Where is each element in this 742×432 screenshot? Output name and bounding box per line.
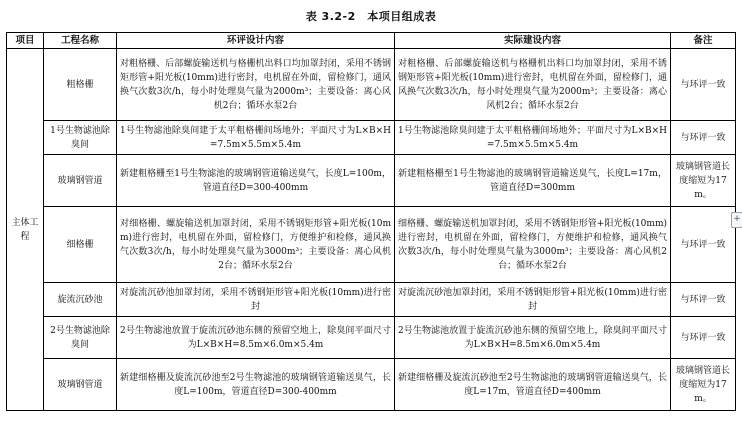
actual-content: 1号生物滤池除臭间建于太平粗格栅间场地外；平面尺寸为L×B×H=7.5m×5.5m×5.4m	[395, 121, 671, 155]
remark: 与环评一致	[671, 49, 736, 121]
table-row	[7, 359, 736, 411]
table-row	[7, 207, 736, 283]
project-name: 玻璃钢管道	[44, 359, 117, 411]
project-name: 玻璃钢管道	[44, 155, 117, 207]
remark: 与环评一致	[671, 121, 736, 155]
project-name: 1号生物滤池除臭间	[44, 121, 117, 155]
header-actual-construction: 实际建设内容	[395, 33, 671, 49]
remark: 与环评一致	[671, 283, 736, 317]
eia-content: 新建粗格栅至1号生物滤池的玻璃钢管道输送臭气，长度L=100m，管道直径D=300-400mm	[117, 155, 395, 207]
table-caption: 表 3.2-2 本项目组成表	[305, 10, 437, 23]
table-row	[7, 155, 736, 207]
actual-content: 对粗格栅、后部螺旋输送机与格栅机出料口均加罩封闭，采用不锈钢矩形管+阳光板(10mm)进行密封，电机留在外面，留检修门，通风换气次数3次/h，每小时处理臭气量为2000m³；主要设备：离心风机2台；循环水泵2台	[395, 49, 671, 121]
header-name: 工程名称	[44, 33, 117, 49]
project-composition-table	[6, 32, 736, 411]
header-project: 项目	[7, 33, 44, 49]
actual-content: 细格栅、螺旋输送机加罩封闭，采用不锈钢矩形管+阳光板(10mm)进行密封，电机留在外面，留检修门，方便维护和检修，通风换气次数3次/h，每小时处理臭气量为3000m³；主要设备：离心风机2台；循环水泵2台	[395, 207, 671, 283]
project-name: 旋流沉砂池	[44, 283, 117, 317]
actual-content: 新建粗格栅至1号生物滤池的玻璃钢管道输送臭气，长度L=17m，管道直径D=300mm	[395, 155, 671, 207]
remark: 玻璃钢管道长度缩短为17m。	[671, 155, 736, 207]
expand-handle-icon[interactable]: +	[731, 212, 742, 228]
actual-content: 2号生物滤池放置于旋流沉砂池东侧的预留空地上，除臭间平面尺寸为L×B×H=8.5m×6.0m×5.4m	[395, 317, 671, 359]
eia-content: 新建细格栅及旋流沉砂池至2号生物滤池的玻璃钢管道输送臭气，长度L=100m，管道直径D=300-400mm	[117, 359, 395, 411]
eia-content: 2号生物滤池放置于旋流沉砂池东侧的预留空地上，除臭间平面尺寸为L×B×H=8.5m×6.0m×5.4m	[117, 317, 395, 359]
project-name: 细格栅	[44, 207, 117, 283]
project-name: 2号生物滤池除臭间	[44, 317, 117, 359]
remark: 与环评一致	[671, 317, 736, 359]
table-row	[7, 121, 736, 155]
eia-content: 对粗格栅、后部螺旋输送机与格栅机出料口均加罩封闭，采用不锈钢矩形管+阳光板(10mm)进行密封，电机留在外面，留检修门，通风换气次数3次/h，每小时处理臭气量为2000m³；主要设备：离心风机2台；循环水泵2台	[117, 49, 395, 121]
remark: 与环评一致	[671, 207, 736, 283]
actual-content: 新建细格栅及旋流沉砂池至2号生物滤池的玻璃钢管道输送臭气，长度L=17m，管道直径D=400mm	[395, 359, 671, 411]
category-cell: 主体工程	[7, 49, 44, 411]
table-row	[7, 283, 736, 317]
project-name: 粗格栅	[44, 49, 117, 121]
header-row	[7, 33, 736, 49]
eia-content: 对旋流沉砂池加罩封闭，采用不锈钢矩形管+阳光板(10mm)进行密封	[117, 283, 395, 317]
actual-content: 对旋流沉砂池加罩封闭，采用不锈钢矩形管+阳光板(10mm)进行密封	[395, 283, 671, 317]
header-eia-design: 环评设计内容	[117, 33, 395, 49]
header-remarks: 备注	[671, 33, 736, 49]
table-row	[7, 49, 736, 121]
eia-content: 1号生物滤池除臭间建于太平粗格栅间场地外；平面尺寸为L×B×H=7.5m×5.5m×5.4m	[117, 121, 395, 155]
eia-content: 对细格栅、螺旋输送机加罩封闭，采用不锈钢矩形管+阳光板(10mm)进行密封，电机留在外面，留检修门，方便维护和检修，通风换气次数3次/h，每小时处理臭气量为3000m³；主要设备：离心风机2台；循环水泵2台	[117, 207, 395, 283]
remark: 玻璃钢管道长度缩短为17m。	[671, 359, 736, 411]
table-row	[7, 317, 736, 359]
